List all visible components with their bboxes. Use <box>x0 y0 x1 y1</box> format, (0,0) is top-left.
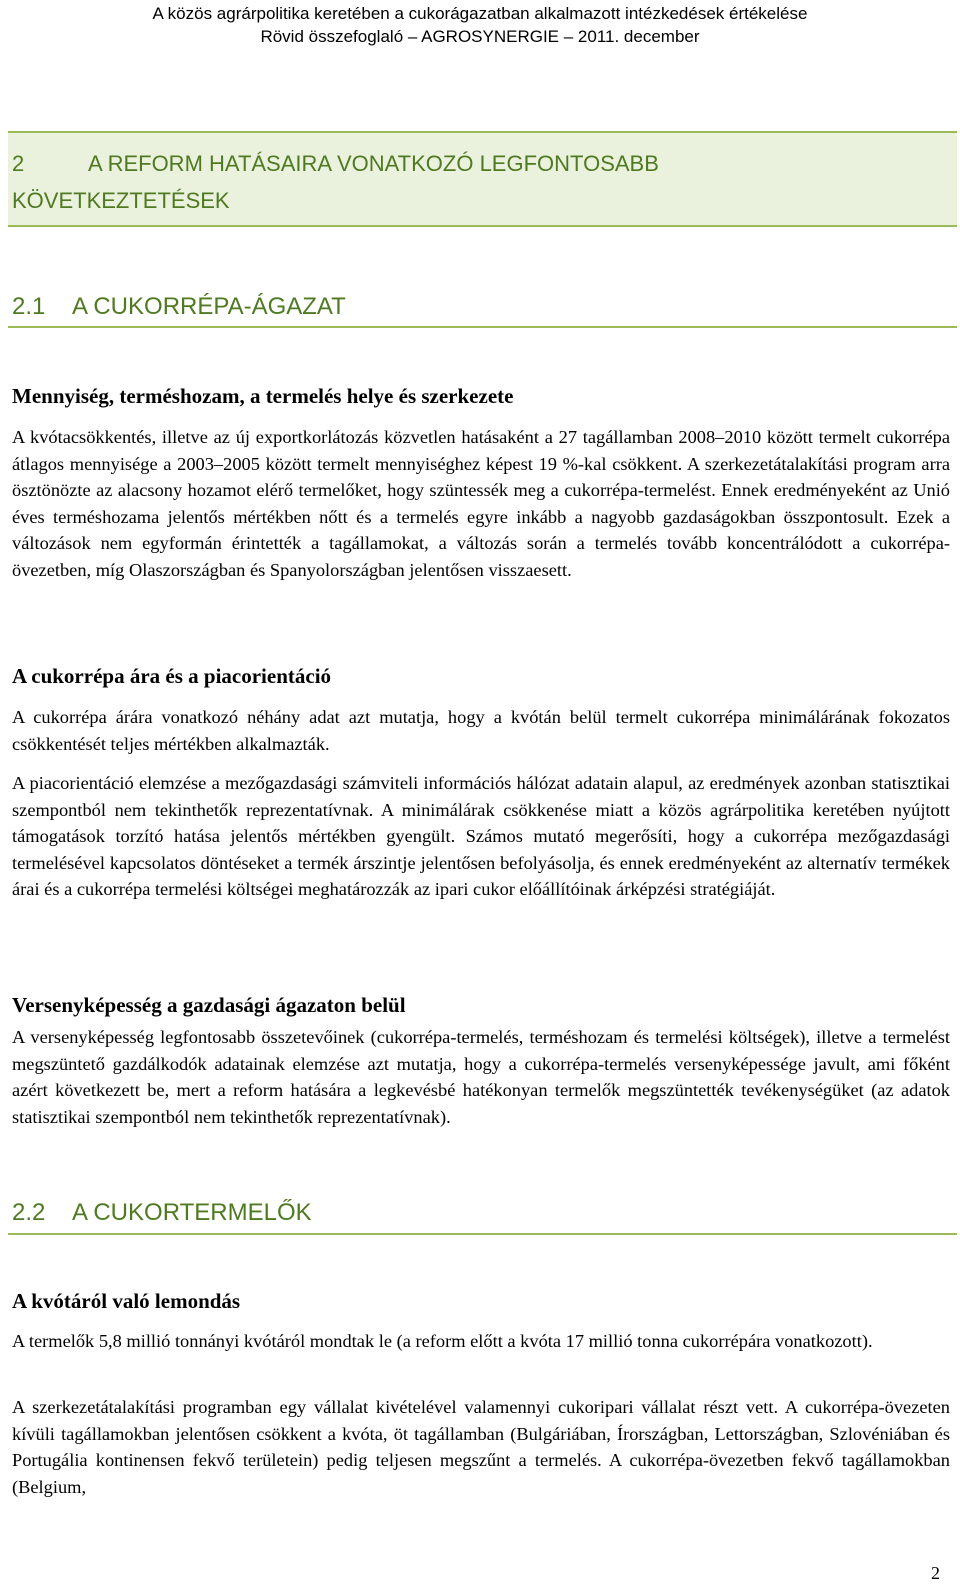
paragraph: A cukorrépa árára vonatkozó néhány adat azt mutatja, hogy a kvótán belül termelt cukorrépa minimálárának fokozatos csökkentését teljes mértékben alkalmazták. <box>12 707 950 754</box>
running-header-title: A közös agrárpolitika keretében a cukorágazatban alkalmazott intézkedések értékelése <box>152 4 808 23</box>
paragraph: A kvótacsökkentés, illetve az új exportkorlátozás közvetlen hatásaként a 27 tagállamban 2008–2010 között termelt cukorrépa átlagos mennyisége a 2003–2005 között termelt mennyiséghez képest 19 %-kal csökkent. A szerkezetátalakítási program arra ösztönözte az alacsony hozamot elérő termelőket, hogy szüntessék meg a cukorrépa-termelést. Ennek eredményeként az Unió éves terméshozama jelentős mértékben nőtt és a termelés egyre inkább a nagyobb gazdaságokban összpontosult. Ezek a változások nem egyformán érintették a tagállamokat, a változás során a termelés tovább koncentrálódott a cukorrépa-övezetben, míg Olaszországban és Spanyolországban jelentősen visszaesett. <box>12 427 950 580</box>
paragraph: A piacorientáció elemzése a mezőgazdasági számviteli információs hálózat adatain alapul, az eredmények azonban statisztikai szempontból nem tekinthetők reprezentatívnak. A minimálárak csökkenése miatt a közös agrárpolitika keretében nyújtott támogatások torzító hatása jelentős mértékben gyengült. Számos mutató megerősíti, hogy a cukorrépa mezőgazdasági termelésével kapcsolatos döntéseket a termék árszintje jelentősen befolyásolja, és ennek eredményeként az alternatív termékek árai és a cukorrépa termelési költségei meghatározzák az ipari cukor előállítóinak árképzési stratégiáját. <box>12 773 950 900</box>
page-number: 2 <box>931 1563 940 1583</box>
section-heading-2-1 <box>12 292 952 322</box>
subheading-quantity: Mennyiség, terméshozam, a termelés helye és szerkezete <box>12 384 514 408</box>
section-number: 2.2 <box>12 1199 46 1226</box>
section-number: 2.1 <box>12 293 46 320</box>
section-rule <box>8 1233 957 1235</box>
chapter-number: 2 <box>12 151 25 176</box>
running-header-subtitle: Rövid összefoglaló – AGROSYNERGIE – 2011. december <box>260 27 700 46</box>
section-rule <box>8 326 957 328</box>
chapter-heading <box>12 145 912 219</box>
chapter-title-line1: A REFORM HATÁSAIRA VONATKOZÓ LEGFONTOSABB <box>88 151 659 176</box>
section-heading-2-2 <box>12 1198 952 1228</box>
running-header <box>0 0 960 48</box>
subheading-quota: A kvótáról való lemondás <box>12 1289 241 1313</box>
paragraph: A versenyképesség legfontosabb összetevőinek (cukorrépa-termelés, terméshozam és termelési költségek), illetve a termelést megszüntető gazdálkodók adatainak elemzése azt mutatja, hogy a cukorrépa-termelés versenyképessége javult, ami főként azért következett be, mert a reform hatására a legkevésbé hatékonyan termelők megszüntették tevékenységüket (az adatok statisztikai szempontból nem tekinthetők reprezentatívnak). <box>12 1027 950 1127</box>
section-title: A CUKORTERMELŐK <box>72 1199 312 1226</box>
subheading-competitiveness: Versenyképesség a gazdasági ágazaton belül <box>12 993 406 1017</box>
subheading-price: A cukorrépa ára és a piacorientáció <box>12 664 332 688</box>
paragraph: A szerkezetátalakítási programban egy vállalat kivételével valamennyi cukoripari vállalat részt vett. A cukorrépa-övezeten kívüli tagállamokban jelentősen csökkent a kvóta, öt tagállamban (Bulgáriában, Írországban, Lettországban, Szlovéniában és Portugália kontinensen fekvő területein) pedig teljesen megszűnt a termelés. A cukorrépa-övezetben fekvő tagállamokban (Belgium, <box>12 1397 950 1497</box>
section-title: A CUKORRÉPA-ÁGAZAT <box>72 293 346 320</box>
paragraph: A termelők 5,8 millió tonnányi kvótáról mondtak le (a reform előtt a kvóta 17 millió tonna cukorrépára vonatkozott). <box>12 1331 873 1351</box>
chapter-title-line2: KÖVETKEZTETÉSEK <box>12 188 230 213</box>
